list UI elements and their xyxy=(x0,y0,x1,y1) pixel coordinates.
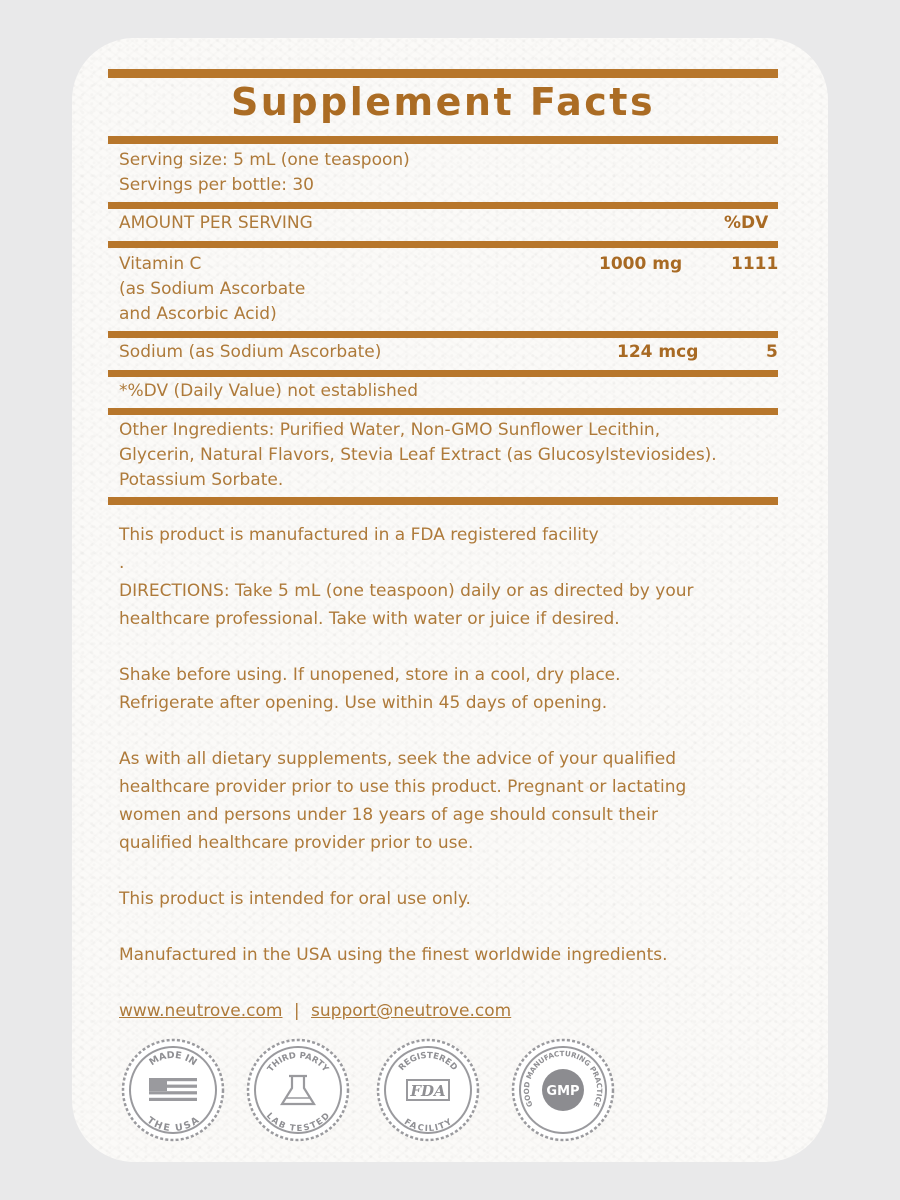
contact-links xyxy=(119,997,779,1025)
warning-line: women and persons under 18 years of age should consult their xyxy=(119,805,658,825)
nutrient-name-line: Vitamin C xyxy=(119,254,202,274)
nutrient-dv: 1111 xyxy=(731,254,779,274)
fda-badge-center-text: FDA xyxy=(410,1082,446,1100)
usa-badge-bottom-text: THE USA xyxy=(144,1114,202,1135)
warning-line: qualified healthcare provider prior to use. xyxy=(119,833,474,853)
gmp-badge-ring-text: GOOD MANUFACTURING PRACTICE xyxy=(521,1048,605,1109)
amount-per-serving-header: AMOUNT PER SERVING xyxy=(119,213,313,233)
warning-line: healthcare provider prior to use this product. Pregnant or lactating xyxy=(119,777,687,797)
made-in-usa-badge xyxy=(119,1036,227,1144)
storage-line: Refrigerate after opening. Use within 45 days of opening. xyxy=(119,693,608,713)
directions-line: DIRECTIONS: Take 5 mL (one teaspoon) daily or as directed by your xyxy=(119,581,694,601)
nutrient-amount: 1000 mg xyxy=(599,254,683,274)
nutrient-dv: 5 xyxy=(766,342,778,362)
dv-header: %DV xyxy=(724,213,769,233)
link-separator: | xyxy=(293,1001,300,1021)
dv-footnote: *%DV (Daily Value) not established xyxy=(119,381,419,401)
servings-per-bottle: Servings per bottle: 30 xyxy=(119,175,314,195)
other-ingredients-line: Other Ingredients: Purified Water, Non-GMO Sunflower Lecithin, xyxy=(119,420,661,440)
nutrient-amount: 124 mcg xyxy=(617,342,699,362)
flag-icon xyxy=(149,1078,197,1104)
gmp-badge-center-text: GMP xyxy=(546,1084,580,1099)
nutrient-name-line: (as Sodium Ascorbate xyxy=(119,279,306,299)
oral-use-statement: This product is intended for oral use only. xyxy=(119,889,471,909)
website-link[interactable]: www.neutrove.com xyxy=(119,1001,283,1021)
email-link[interactable]: support@neutrove.com xyxy=(311,1001,512,1021)
vitamin-c-rule xyxy=(108,331,778,338)
storage-line: Shake before using. If unopened, store in a cool, dry place. xyxy=(119,665,621,685)
fda-registered-badge xyxy=(374,1036,482,1144)
title-rule xyxy=(108,136,778,144)
nutrient-name-line: Sodium (as Sodium Ascorbate) xyxy=(119,342,382,362)
other-ingredients-line: Glycerin, Natural Flavors, Stevia Leaf Extract (as Glucosylsteviosides). xyxy=(119,445,717,465)
gmp-badge xyxy=(509,1036,617,1144)
fda-badge-bottom-text: FACILITY xyxy=(402,1117,454,1135)
fda-badge-top-text: REGISTERED xyxy=(396,1050,460,1073)
footnote-rule xyxy=(108,408,778,415)
lab-badge-top-text: THIRD PARTY xyxy=(265,1050,331,1075)
directions-line: healthcare professional. Take with water or juice if desired. xyxy=(119,609,620,629)
warning-statement xyxy=(119,745,779,857)
nutrient-name-line: and Ascorbic Acid) xyxy=(119,304,277,324)
facility-dot: . xyxy=(119,553,125,573)
serving-size: Serving size: 5 mL (one teaspoon) xyxy=(119,150,410,170)
manufactured-statement: Manufactured in the USA using the finest worldwide ingredients. xyxy=(119,945,668,965)
facts-title: Supplement Facts xyxy=(230,80,656,124)
usa-badge-top-text: MADE IN xyxy=(147,1049,199,1069)
storage-instructions xyxy=(119,661,779,717)
third-party-lab-tested-badge xyxy=(244,1036,352,1144)
facility-text: This product is manufactured in a FDA registered facility xyxy=(119,525,599,545)
lab-badge-bottom-text: LAB TESTED xyxy=(263,1111,332,1135)
bottom-rule xyxy=(108,497,778,505)
warning-line: As with all dietary supplements, seek the advice of your qualified xyxy=(119,749,676,769)
facility-statement xyxy=(119,521,779,633)
sodium-rule xyxy=(108,370,778,377)
other-ingredients-line: Potassium Sorbate. xyxy=(119,470,284,490)
serving-rule xyxy=(108,202,778,209)
header-rule xyxy=(108,241,778,248)
top-rule xyxy=(108,69,778,78)
